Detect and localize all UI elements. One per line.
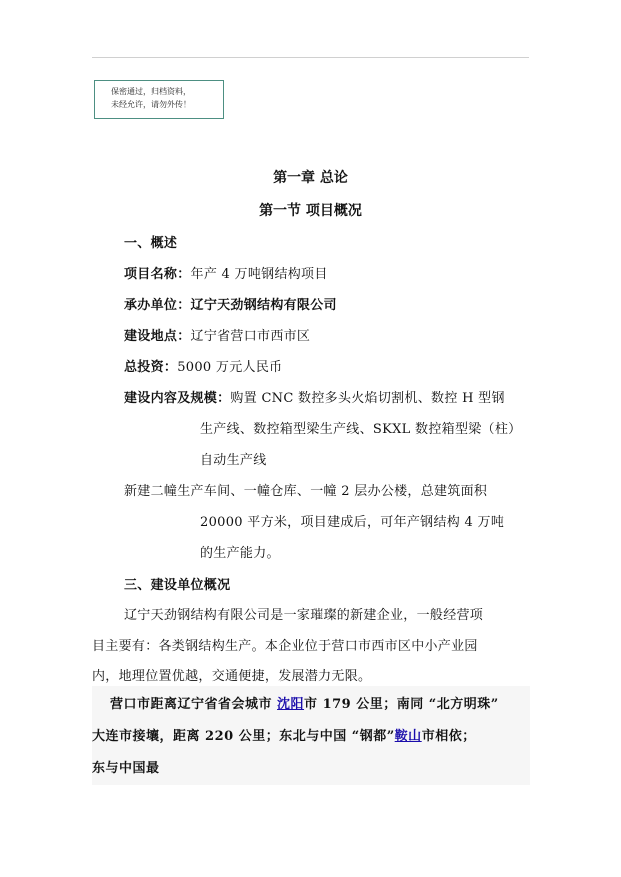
location-line-2-end: 市相依；	[421, 729, 476, 744]
investment-row	[124, 356, 282, 375]
scope-label: 建设内容及规模：	[124, 391, 231, 406]
investment-value: 5000 万元人民币	[177, 360, 283, 375]
new-build-line-3: 的生产能力。	[200, 546, 280, 561]
location-row	[124, 325, 310, 344]
location-label: 建设地点：	[124, 329, 191, 344]
scope-row	[124, 387, 505, 406]
anshan-link[interactable]: 鞍山	[394, 729, 422, 744]
location-line-1-end: 市 179 公里；南同 “北方明珠”	[304, 697, 499, 712]
header-rule	[92, 57, 529, 58]
organizer-label: 承办单位：	[124, 298, 191, 313]
section-title: 第一节 项目概况	[259, 203, 362, 219]
location-value: 辽宁省营口市西市区	[190, 329, 311, 344]
organizer-row	[124, 294, 337, 313]
project-name-value: 年产 4 万吨钢结构项目	[190, 267, 328, 282]
project-name-row	[124, 263, 328, 282]
unit-para-line-3: 内，地理位置优越，交通便捷，发展潜力无限。	[92, 669, 372, 684]
investment-label: 总投资：	[124, 360, 178, 375]
location-line-1-start: 营口市距离辽宁省省会城市	[110, 697, 278, 712]
location-line-2-start: 大连市接壤，距离 220 公里；东北与中国 “钢都”	[92, 729, 395, 744]
new-build-line-2: 20000 平方米，项目建成后，可年产钢结构 4 万吨	[200, 515, 505, 530]
chapter-title: 第一章 总论	[273, 170, 348, 186]
notice-line-2: 未经允许，请勿外传！	[111, 100, 191, 109]
unit-para-line-1: 辽宁天劲钢结构有限公司是一家璀璨的新建企业，一般经营项	[124, 608, 484, 623]
location-excerpt-line-2	[92, 725, 476, 744]
shenyang-link[interactable]: 沈阳	[277, 697, 305, 712]
confidential-notice-box	[94, 80, 224, 119]
notice-line-1: 保密通过，归档资料，	[111, 87, 191, 96]
scope-line-3: 自动生产线	[200, 453, 267, 468]
location-excerpt-line-3: 东与中国最	[92, 761, 160, 776]
scope-line-2: 生产线、数控箱型梁生产线、SKXL 数控箱型梁（柱）	[200, 422, 522, 437]
unit-overview-heading: 三、建设单位概况	[124, 578, 231, 593]
scope-line-1: 购置 CNC 数控多头火焰切割机、数控 H 型钢	[230, 391, 505, 406]
organizer-value: 辽宁天劲钢结构有限公司	[190, 298, 337, 313]
overview-heading: 一、概述	[124, 236, 178, 251]
new-build-line-1: 新建二幢生产车间、一幢仓库、一幢 2 层办公楼，总建筑面积	[124, 484, 488, 499]
project-name-label: 项目名称：	[124, 267, 191, 282]
location-excerpt-line-1	[110, 693, 499, 712]
unit-para-line-2: 目主要有：各类钢结构生产。本企业位于营口市西市区中小产业园	[92, 639, 478, 654]
